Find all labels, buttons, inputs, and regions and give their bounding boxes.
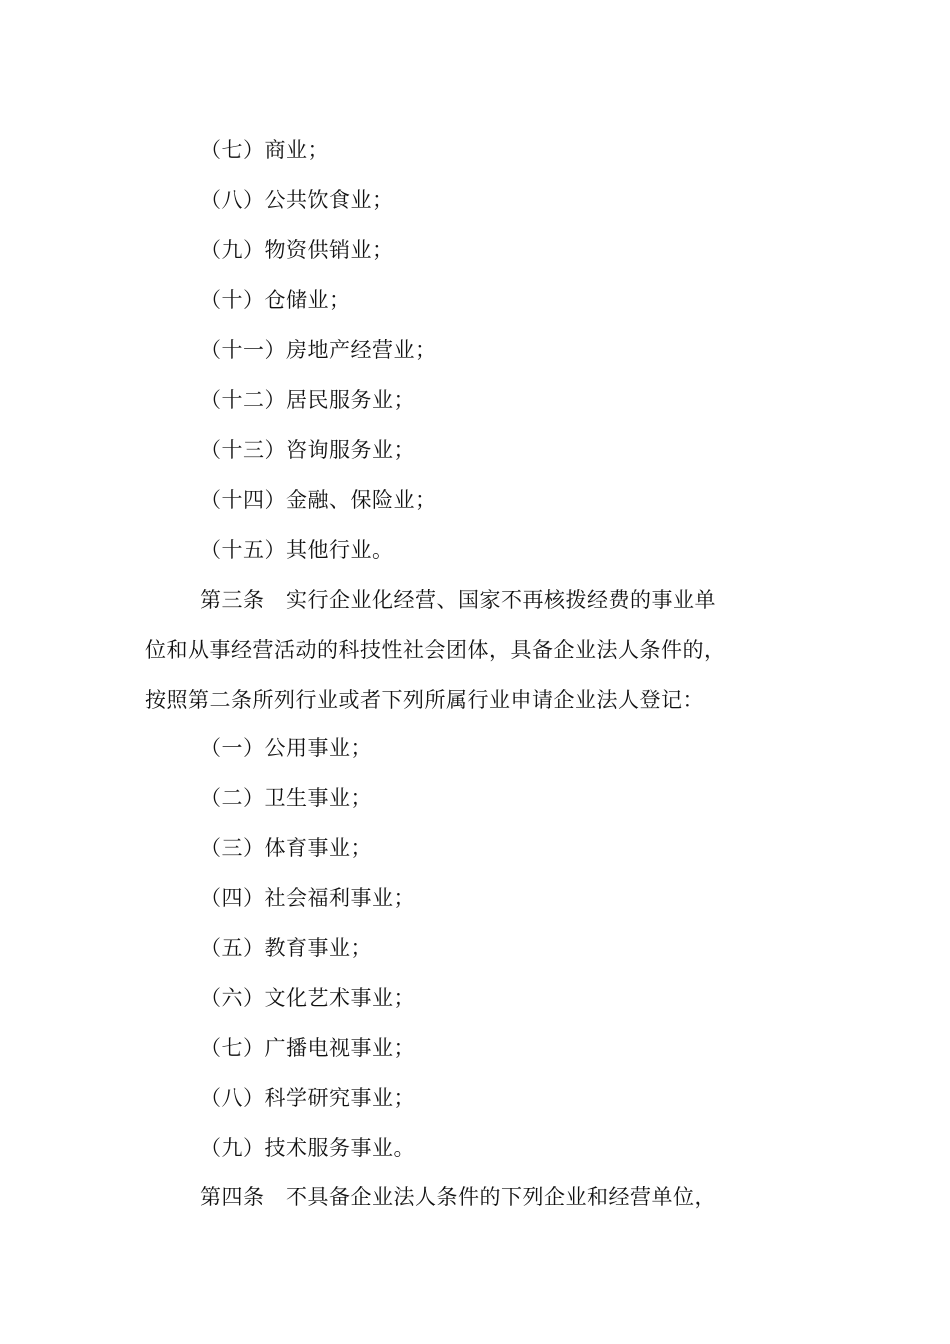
- list-item: （二）卫生事业；: [200, 786, 372, 810]
- list-item: （八）公共饮食业；: [200, 188, 394, 212]
- list-item: （五）教育事业；: [200, 936, 372, 960]
- article-3-line-2: 位和从事经营活动的科技性社会团体，具备企业法人条件的，: [145, 638, 726, 662]
- list-item: （一）公用事业；: [200, 736, 372, 760]
- list-item: （七）广播电视事业；: [200, 1036, 415, 1060]
- article-3-line-3: 按照第二条所列行业或者下列所属行业申请企业法人登记：: [145, 688, 704, 712]
- list-item: （十二）居民服务业；: [200, 388, 415, 412]
- list-item: （九）物资供销业；: [200, 238, 394, 262]
- list-item: （十）仓储业；: [200, 288, 351, 312]
- list-item: （九）技术服务事业。: [200, 1136, 415, 1160]
- list-item: （十四）金融、保险业；: [200, 488, 437, 512]
- list-item: （七）商业；: [200, 138, 329, 162]
- article-3-line-1: 第三条 实行企业化经营、国家不再核拨经费的事业单: [200, 588, 716, 612]
- list-item: （三）体育事业；: [200, 836, 372, 860]
- list-item: （八）科学研究事业；: [200, 1086, 415, 1110]
- list-item: （六）文化艺术事业；: [200, 986, 415, 1010]
- list-item: （十三）咨询服务业；: [200, 438, 415, 462]
- list-item: （十一）房地产经营业；: [200, 338, 437, 362]
- list-item: （十五）其他行业。: [200, 538, 394, 562]
- list-item: （四）社会福利事业；: [200, 886, 415, 910]
- article-4-line-1: 第四条 不具备企业法人条件的下列企业和经营单位，: [200, 1185, 716, 1209]
